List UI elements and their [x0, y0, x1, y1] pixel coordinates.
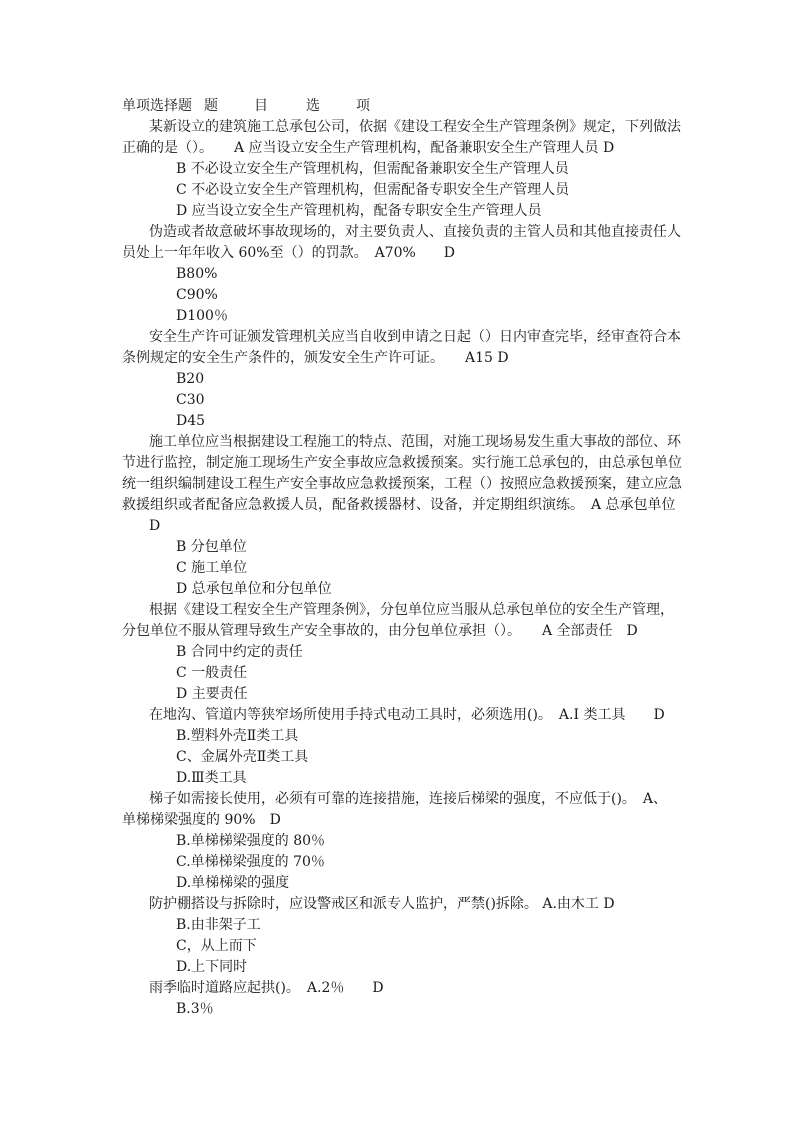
question-lines — [122, 117, 682, 1020]
text-line: B80% — [176, 266, 218, 282]
text-line: B.单梯梯梁强度的 80％ — [176, 833, 326, 849]
text-line: B.由非架子工 — [176, 917, 261, 933]
text-line: C30 — [176, 392, 205, 408]
text-line: D 总承包单位和分包单位 — [176, 581, 332, 597]
document-body — [122, 96, 682, 1020]
text-line: B 不必设立安全生产管理机构，但需配备兼职安全生产管理人员 — [176, 161, 569, 177]
text-line: 节进行监控，制定施工现场生产安全事故应急救援预案。实行施工总承包的，由总承包单位 — [122, 455, 682, 471]
text-line: D.单梯梯梁的强度 — [176, 875, 290, 891]
text-line: B.塑料外壳Ⅱ类工具 — [176, 728, 299, 744]
text-line: B 分包单位 — [176, 539, 247, 555]
text-line: C，从上而下 — [176, 938, 257, 954]
text-line: C 施工单位 — [176, 560, 248, 576]
heading-col-2: 目 — [254, 98, 268, 114]
text-line: D 应当设立安全生产管理机构，配备专职安全生产管理人员 — [176, 203, 542, 219]
text-line: 防护棚搭设与拆除时，应设警戒区和派专人监护，严禁()拆除。 A.由木工 D — [149, 896, 615, 912]
text-line: C、金属外壳Ⅱ类工具 — [176, 749, 309, 765]
text-line: 正确的是（）。 A 应当设立安全生产管理机构，配备兼职安全生产管理人员 D — [122, 140, 615, 156]
text-line: 在地沟、管道内等狭窄场所使用手持式电动工具时，必须选用()。 A.I 类工具 D — [149, 707, 665, 723]
section-heading — [122, 96, 682, 117]
text-line: C90% — [176, 287, 218, 303]
text-line: 单梯梯梁强度的 90% D — [122, 812, 281, 828]
text-line: 施工单位应当根据建设工程施工的特点、范围，对施工现场易发生重大事故的部位、环 — [149, 434, 681, 450]
text-line: D100％ — [176, 308, 228, 324]
text-line: 安全生产许可证颁发管理机关应当自收到申请之日起（）日内审查完毕，经审查符合本 — [149, 329, 681, 345]
heading-col-1: 题 — [204, 98, 218, 114]
text-line: 梯子如需接长使用，必须有可靠的连接措施，连接后梯梁的强度，不应低于()。 A、 — [149, 791, 668, 807]
text-line: D.上下同时 — [176, 959, 248, 975]
text-line: 根据《建设工程安全生产管理条例》，分包单位应当服从总承包单位的安全生产管理， — [149, 602, 674, 618]
text-line: 某新设立的建筑施工总承包公司，依据《建设工程安全生产管理条例》规定，下列做法 — [149, 119, 681, 135]
text-line: 救援组织或者配备应急救援人员，配备救援器材、设备，并定期组织演练。 A 总承包单位 — [122, 497, 676, 513]
text-line: 分包单位不服从管理导致生产安全事故的，由分包单位承担（）。 A 全部责任 D — [122, 623, 638, 639]
text-line: D45 — [176, 413, 206, 429]
text-line: C 一般责任 — [176, 665, 248, 681]
text-line: D — [149, 518, 161, 534]
heading-col-3: 选 — [306, 98, 320, 114]
text-line: 统一组织编制建设工程生产安全事故应急救援预案，工程（）按照应急救援预案，建立应急 — [122, 476, 682, 492]
text-line: 雨季临时道路应起拱()。 A.2％ D — [149, 980, 384, 996]
text-line: B 合同中约定的责任 — [176, 644, 303, 660]
text-line: 伪造或者故意破坏事故现场的，对主要负责人、直接负责的主管人员和其他直接责任人 — [149, 224, 681, 240]
text-line: 条例规定的安全生产条件的，颁发安全生产许可证。 A15 D — [122, 350, 509, 366]
text-line: D 主要责任 — [176, 686, 248, 702]
heading-col-4: 项 — [356, 98, 370, 114]
text-line: D.Ⅲ类工具 — [176, 770, 247, 786]
text-line: C 不必设立安全生产管理机构，但需配备专职安全生产管理人员 — [176, 182, 570, 198]
text-line: B20 — [176, 371, 205, 387]
heading-title: 单项选择题 — [122, 98, 192, 114]
text-line: C.单梯梯梁强度的 70％ — [176, 854, 325, 870]
text-line: B.3％ — [176, 1001, 214, 1017]
text-line: 员处上一年年收入 60%至（）的罚款。 A70% D — [122, 245, 456, 261]
